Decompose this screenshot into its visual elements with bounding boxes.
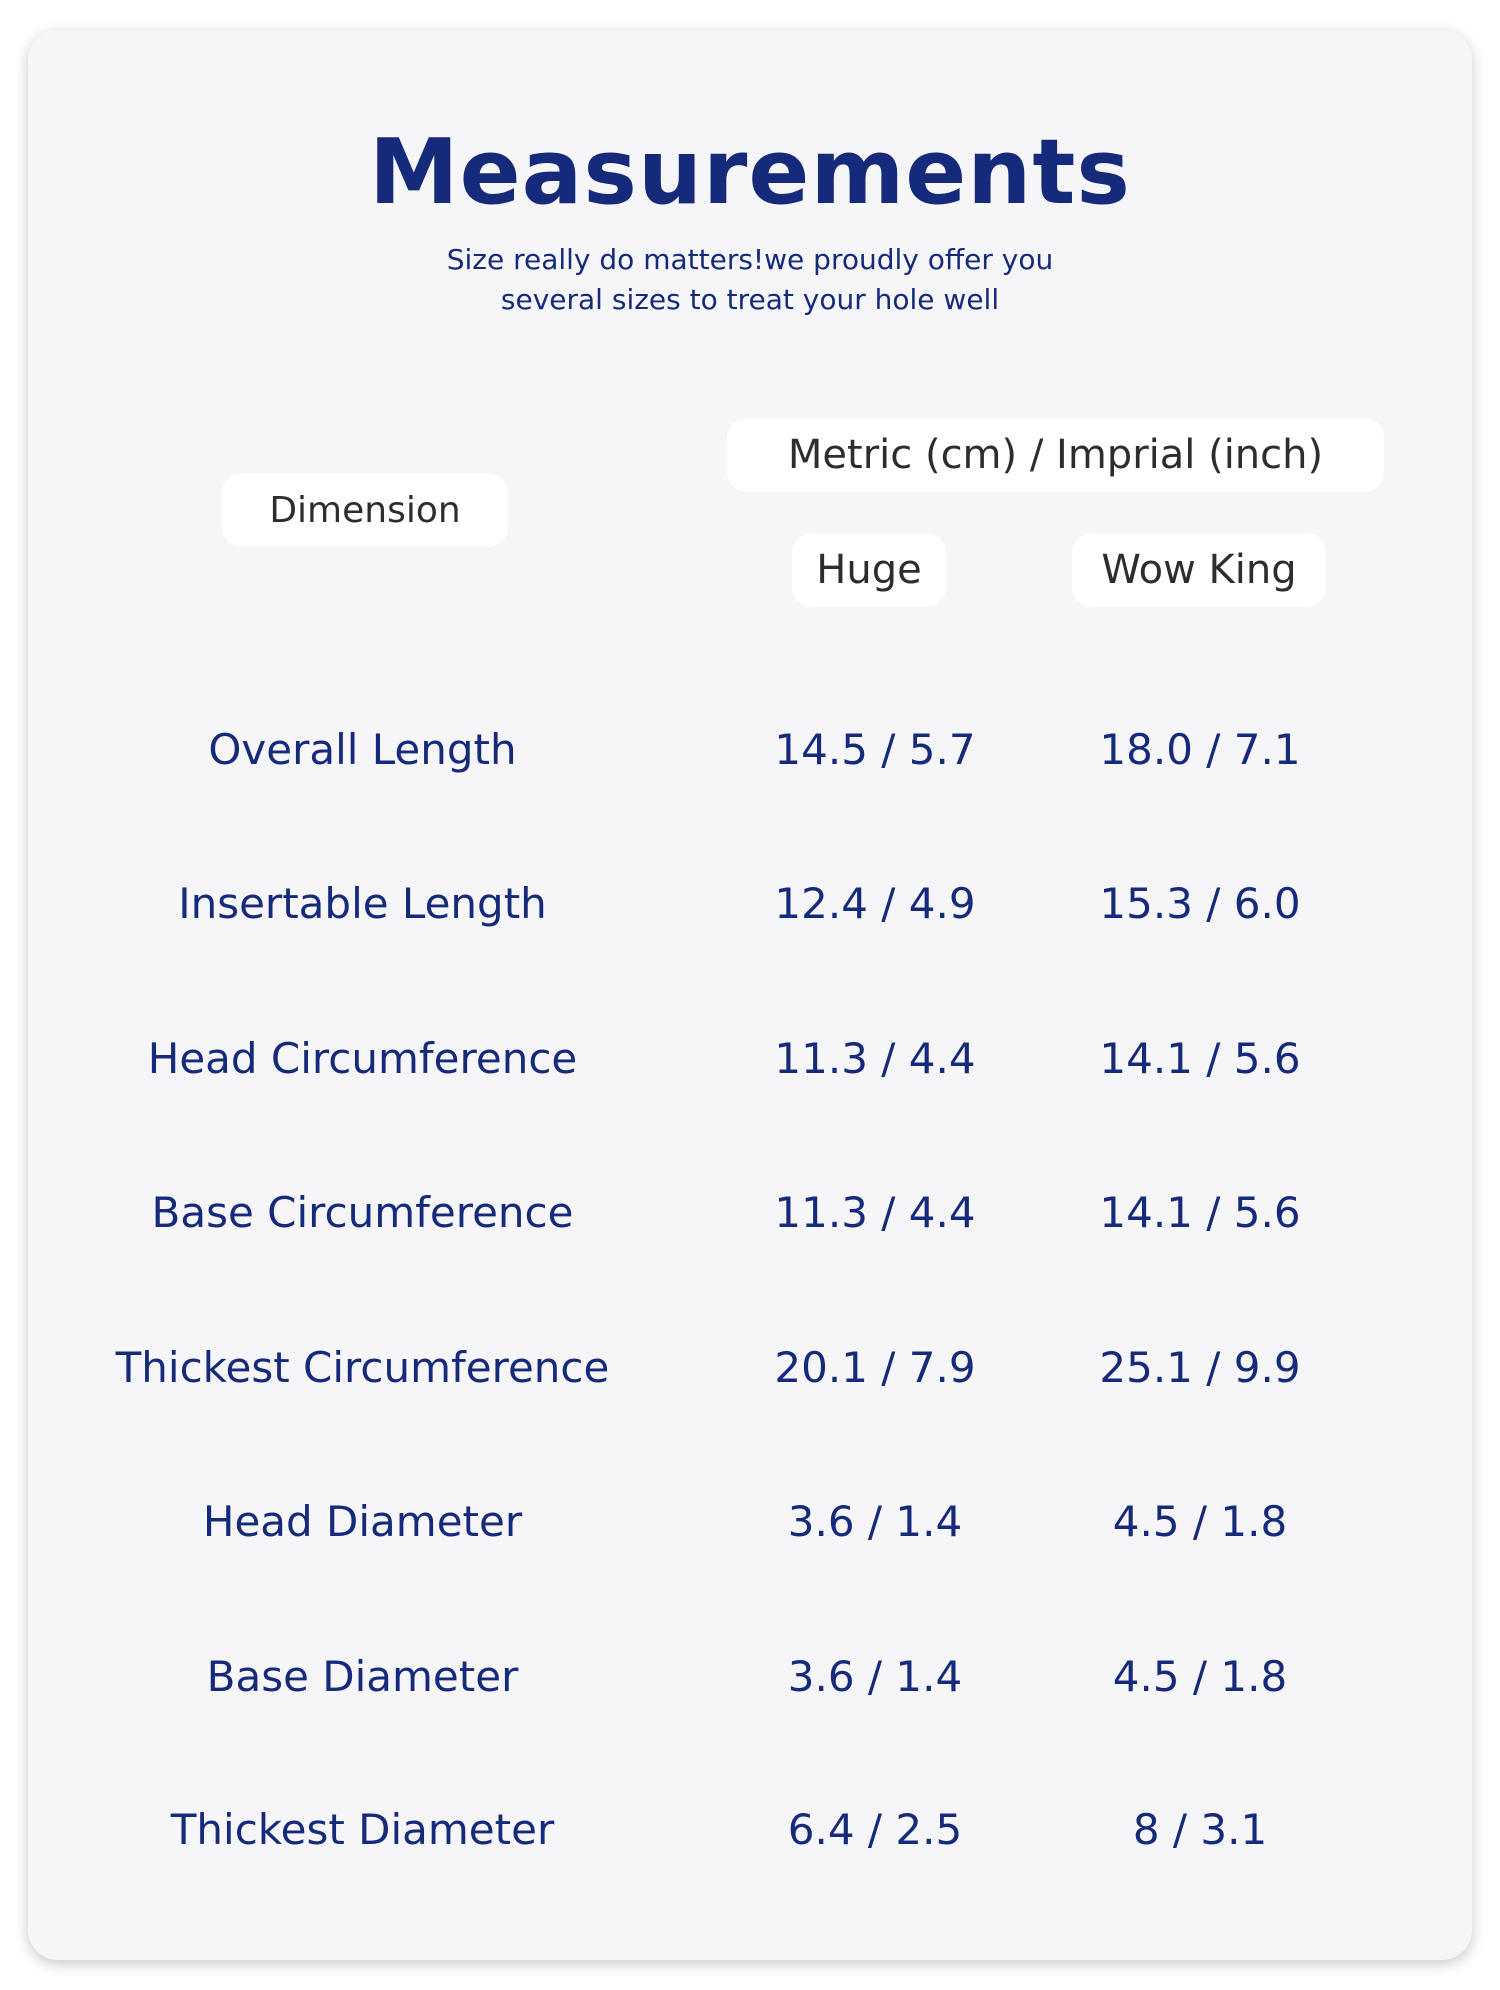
- huge-value: 20.1 / 7.9: [774, 1343, 976, 1392]
- huge-value: 11.3 / 4.4: [774, 1188, 976, 1237]
- table-row: [0, 720, 1500, 780]
- dimension-header: Dimension: [222, 473, 508, 547]
- table-row: [0, 874, 1500, 934]
- huge-value: 3.6 / 1.4: [787, 1652, 963, 1701]
- column-header-wow-king: Wow King: [1072, 533, 1326, 607]
- column-header-huge: Huge: [792, 533, 946, 607]
- dimension-label: Overall Length: [208, 725, 517, 774]
- subtitle-line-1: Size really do matters!we proudly offer you: [446, 243, 1054, 276]
- dimension-label: Head Diameter: [202, 1497, 523, 1546]
- dimension-label: Thickest Circumference: [115, 1343, 610, 1392]
- subtitle-line-2: several sizes to treat your hole well: [500, 283, 1000, 316]
- wow-king-value: 14.1 / 5.6: [1099, 1188, 1301, 1237]
- wow-king-value: 25.1 / 9.9: [1099, 1343, 1301, 1392]
- wow-king-value: 8 / 3.1: [1132, 1805, 1268, 1854]
- table-row: [0, 1029, 1500, 1089]
- units-header: Metric (cm) / Imprial (inch): [727, 418, 1384, 492]
- dimension-label: Base Diameter: [206, 1652, 519, 1701]
- huge-value: 3.6 / 1.4: [787, 1497, 963, 1546]
- huge-value: 11.3 / 4.4: [774, 1034, 976, 1083]
- table-row: [0, 1800, 1500, 1860]
- table-row: [0, 1338, 1500, 1398]
- huge-value: 6.4 / 2.5: [787, 1805, 963, 1854]
- huge-value: 12.4 / 4.9: [774, 879, 976, 928]
- dimension-label: Base Circumference: [151, 1188, 574, 1237]
- dimension-label: Thickest Diameter: [170, 1805, 555, 1854]
- wow-king-value: 14.1 / 5.6: [1099, 1034, 1301, 1083]
- huge-value: 14.5 / 5.7: [774, 725, 976, 774]
- wow-king-value: 18.0 / 7.1: [1099, 725, 1301, 774]
- dimension-label: Head Circumference: [147, 1034, 578, 1083]
- table-row: [0, 1647, 1500, 1707]
- page-title: Measurements: [369, 120, 1131, 225]
- dimension-label: Insertable Length: [178, 879, 547, 928]
- wow-king-value: 4.5 / 1.8: [1112, 1652, 1288, 1701]
- table-row: [0, 1492, 1500, 1552]
- table-row: [0, 1183, 1500, 1243]
- wow-king-value: 15.3 / 6.0: [1099, 879, 1301, 928]
- wow-king-value: 4.5 / 1.8: [1112, 1497, 1288, 1546]
